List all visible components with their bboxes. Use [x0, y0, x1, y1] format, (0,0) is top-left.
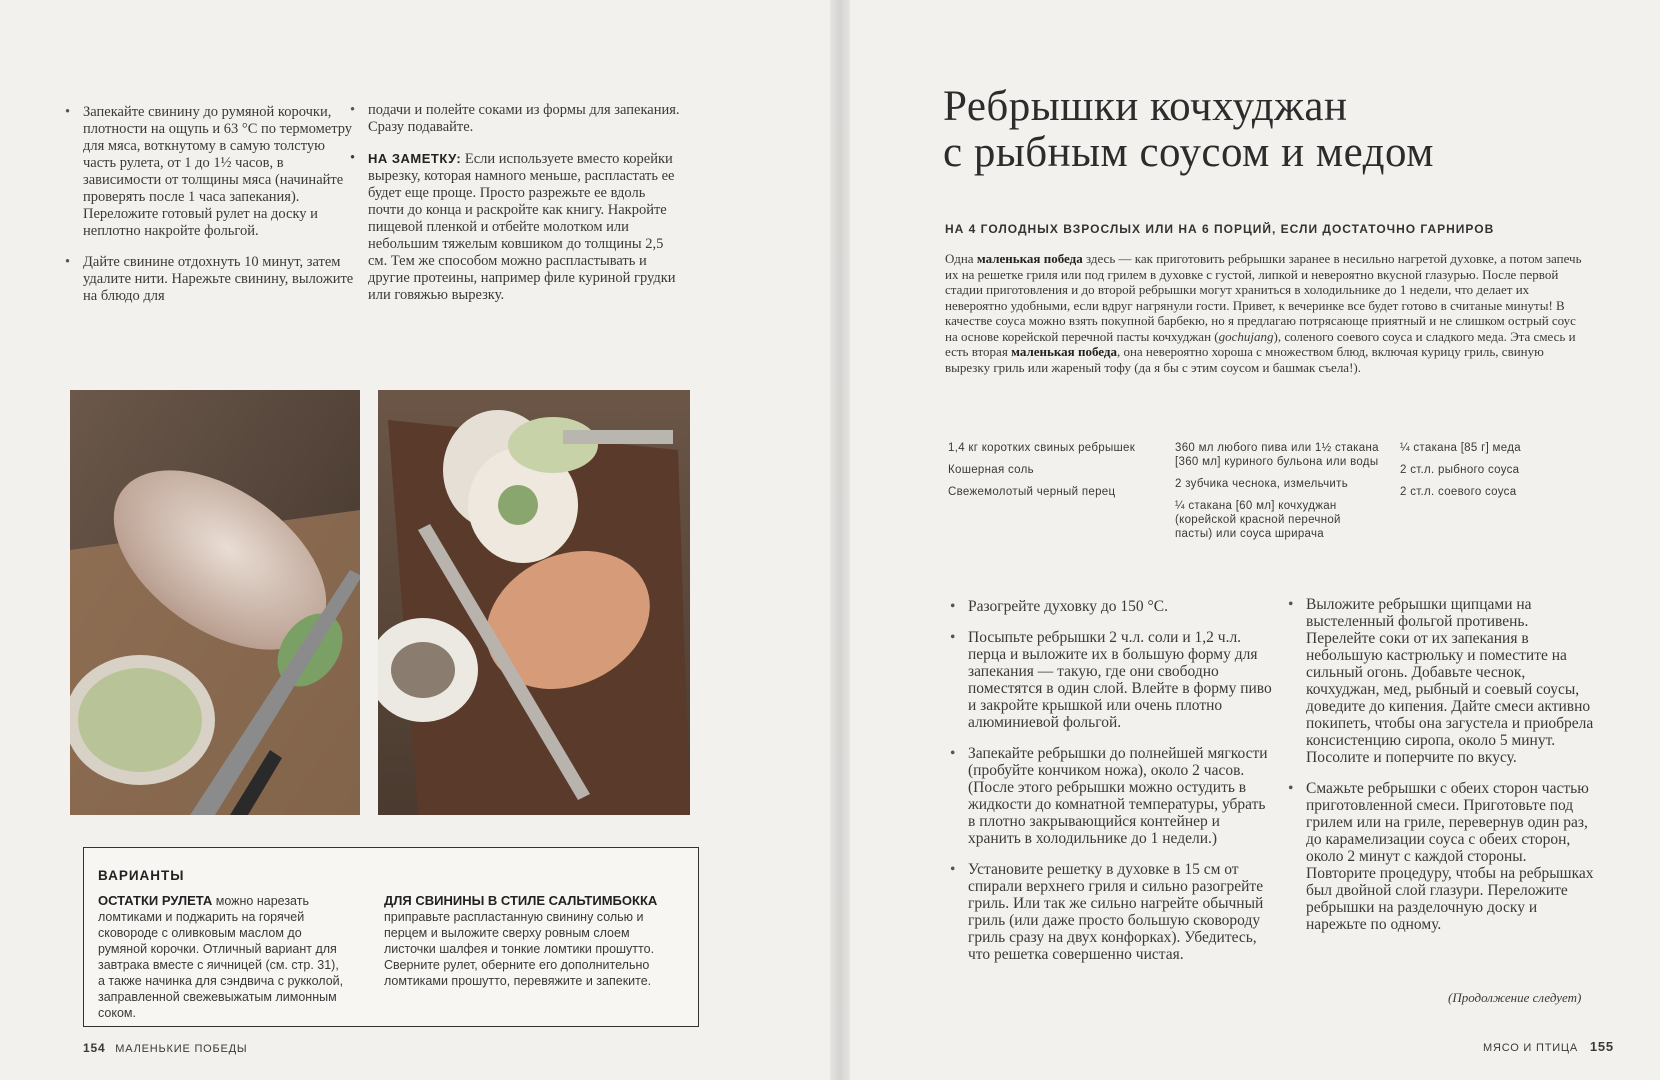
- continued-note: (Продолжение следует): [1448, 990, 1582, 1005]
- right-footer-title: МЯСО И ПТИЦА: [1483, 1042, 1578, 1054]
- intro-part-e: ), соленого соевого соуса и сладкого меда. Эта смесь и есть вторая: [945, 328, 1576, 359]
- variants-title: ВАРИАНТЫ: [98, 868, 185, 883]
- recipe-title: [943, 84, 1434, 176]
- ingredient: ¼ стакана [60 мл] кочхуджан (корейской красной перечной пасты) или соуса шрирача: [1175, 500, 1341, 540]
- recipe-title-line2: с рыбным соусом и медом: [943, 129, 1434, 176]
- step: • Посыпьте ребрышки 2 ч.л. соли и 1,2 ч.л. перца и выложите их в большую форму для запекания — такую, где они свободно поместятся в один слой. Влейте в форму пиво и закройте крышкой или очень плотно алюминиевой фольгой.: [950, 629, 1275, 731]
- left-column-1: [65, 104, 360, 319]
- ingredient: 1,4 кг коротких свиных ребрышек: [948, 442, 1136, 454]
- ingredient: ¼ стакана [85 г] меда: [1400, 442, 1521, 454]
- step: • Выложите ребрышки щипцами на выстеленный фольгой противень. Перелейте соки от их запекания в небольшую кастрюльку и поместите на сильный огонь. Добавьте чеснок, кочхуджан, мед, рыбный и соевый соусы, доведите до кипения. Дайте смеси активно покипеть, чтобы она загустела и приобрела консистенцию сиропа, около 5 минут. Посолите и поперчите по вкусу.: [1288, 596, 1598, 766]
- step: • Разогрейте духовку до 150 °С.: [950, 598, 1275, 615]
- note-label: НА ЗАМЕТКУ:: [368, 151, 462, 166]
- step: • Установите решетку в духовке в 15 см от спирали верхнего гриля и сильно разогрейте гриль. Или так же сильно нагрейте обычный гриль (или даже просто большую сковороду гриль сразу на двух конфорках). Убедитесь, что решетка совершенно чистая.: [950, 861, 1275, 963]
- intro-part-c: здесь — как приготовить ребрышки заранее в несильно нагретой духовке, а потом запечь их на решетке гриля или под грилем в духовке с густой, липкой и невероятно вкусной глазурью. После первой стадии приготовления и до второй ребрышки могут храниться в холодильнике до 1 недели, что делает их невероятно удобными, если вдруг нагрянули гости. Привет, к вечеринке все будет готово в считаные минуты! В качестве соуса можно взять покупной барбекю, но я предлагаю потрясающе приятный и не слишком острый соус на основе корейской перечной пасты кочхуджан (: [945, 251, 1582, 344]
- book-gutter: [830, 0, 850, 1080]
- photo-pork-roll: [70, 390, 360, 815]
- variant-leftovers-title: ОСТАТКИ РУЛЕТА: [98, 893, 213, 908]
- recipe-title-line1: Ребрышки кочхуджан: [943, 83, 1348, 130]
- step-serve: • подачи и полейте соками из формы для запекания. Сразу подавайте.: [350, 102, 680, 136]
- ingredients-col-2: [1175, 441, 1380, 549]
- step: • Запекайте ребрышки до полнейшей мягкости (пробуйте кончиком ножа), около 2 часов. (После этого ребрышки можно остудить в жидкости до комнатной температуры, убрать в плотно закрывающийся контейнер и хранить в холодильнике до 1 недели.): [950, 745, 1275, 847]
- intro-text: [945, 251, 1585, 375]
- note: • НА ЗАМЕТКУ: Если используете вместо корейки вырезку, которая намного меньше, распластать ее будет еще проще. Просто разрежьте ее вдоль почти до конца и раскройте как книгу. Накройте пищевой пленкой и отбейте молотком или небольшим тяжелым ковшиком до толщины 2,5 см. Тем же способом можно распластывать и другие протеины, например филе куриной грудки или говяжью вырезку.: [350, 150, 676, 303]
- intro-term: gochujang: [1218, 328, 1274, 344]
- ingredient: Кошерная соль: [948, 464, 1034, 476]
- ingredient: 2 зубчика чеснока, измельчить: [1175, 478, 1348, 490]
- ingredients-col-3: [1400, 441, 1590, 507]
- step-rest: • Дайте свинине отдохнуть 10 минут, затем удалите нити. Нарежьте свинину, выложите на блюдо для: [65, 254, 360, 305]
- ingredient: 2 ст.л. соевого соуса: [1400, 486, 1517, 498]
- right-footer: [1483, 1039, 1614, 1054]
- intro-highlight-1: маленькая победа: [976, 251, 1083, 266]
- step-bake: • Запекайте свинину до румяной корочки, плотности на ощупь и 63 °С по термометру для мяса, воткнутому в самую толстую часть рулета, от 1 до 1½ часов, в зависимости от толщины мяса (начинайте проверять после 1 часа запекания). Переложите готовый рулет на доску и неплотно накройте фольгой.: [65, 104, 360, 240]
- ingredients-col-1: [948, 441, 1148, 507]
- steps-col-1: [950, 598, 1275, 977]
- left-footer-title: МАЛЕНЬКИЕ ПОБЕДЫ: [115, 1043, 248, 1055]
- photo-sliced-pork: [378, 390, 690, 815]
- intro-highlight-2: маленькая победа: [1011, 344, 1117, 359]
- variant-leftovers-text: можно нарезать ломтиками и поджарить на горячей сковороде с оливковым маслом до румяной корочки. Отличный вариант для завтрака вместе с яичницей (см. стр. 31), а также начинка для сэндвича с рукколой, заправленной свежевыжатым лимонным соком.: [98, 894, 344, 1020]
- page-number-right: 155: [1589, 1039, 1614, 1054]
- variant-leftovers: [98, 893, 348, 1021]
- ingredient: 360 мл любого пива или 1½ стакана [360 мл] куриного бульона или воды: [1175, 442, 1379, 468]
- steps-col-2: [1288, 596, 1598, 947]
- variant-saltimbocca-title: ДЛЯ СВИНИНЫ В СТИЛЕ САЛЬТИМБОККА: [384, 893, 658, 908]
- left-footer: [83, 1041, 247, 1055]
- variant-saltimbocca-text: приправьте распластанную свинину солью и перцем и выложите сверху ровным слоем листочки шалфея и тонкие ломтики прошутто. Сверните рулет, оберните его дополнительно ломтиками прошутто, перевяжите и запеките.: [384, 910, 655, 988]
- step: • Смажьте ребрышки с обеих сторон частью приготовленной смеси. Приготовьте под грилем или на гриле, перевернув один раз, до карамелизации соуса с обеих сторон, около 2 минут с каждой стороны. Повторите процедуру, чтобы на ребрышках был двойной слой глазури. Переложите ребрышки на разделочную доску и нарежьте по одному.: [1288, 780, 1598, 933]
- ingredient: Свежемолотый черный перец: [948, 486, 1116, 498]
- left-column-2: [350, 102, 680, 304]
- servings: НА 4 ГОЛОДНЫХ ВЗРОСЛЫХ ИЛИ НА 6 ПОРЦИЙ, ЕСЛИ ДОСТАТОЧНО ГАРНИРОВ: [945, 222, 1495, 236]
- intro-part-a: Одна: [945, 251, 977, 266]
- intro-part-g: , она невероятно хороша с множеством блюд, включая курицу гриль, свиную вырезку гриль или жареный тофу (да я бы с этим соусом и башмак съела!).: [945, 344, 1544, 375]
- page-number-left: 154: [83, 1041, 106, 1055]
- variant-saltimbocca: [384, 893, 669, 989]
- note-text: Если используете вместо корейки вырезку, которая намного меньше, распластать ее будет еще проще. Просто разрежьте ее вдоль почти до конца и раскройте как книгу. Накройте пищевой пленкой и отбейте молотком или небольшим тяжелым ковшиком до толщины 2,5 см. Тем же способом можно распластывать и другие протеины, например филе куриной грудки или говяжью вырезку.: [368, 151, 676, 303]
- ingredient: 2 ст.л. рыбного соуса: [1400, 464, 1520, 476]
- variants-box: [83, 847, 699, 1027]
